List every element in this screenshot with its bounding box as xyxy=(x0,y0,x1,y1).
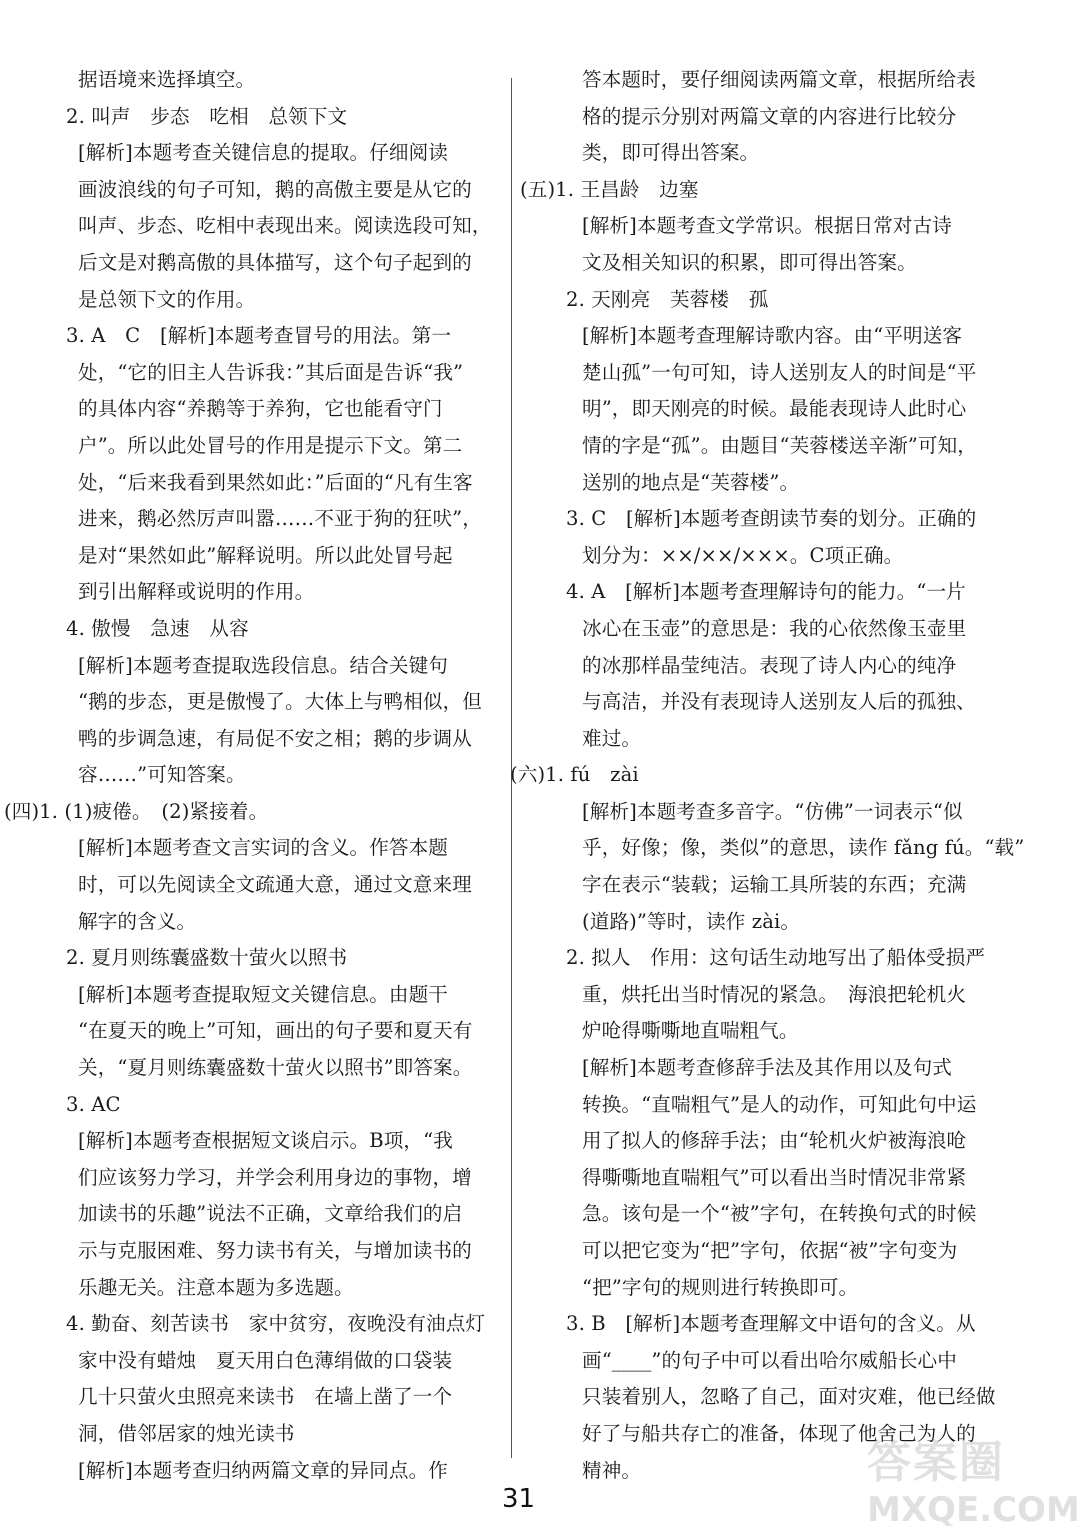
right-column-line: 字在表示“装载；运输工具所装的东西；充满 xyxy=(582,873,967,897)
left-column-line: 容……”可知答案。 xyxy=(78,763,246,787)
left-column-line: 们应该努力学习，并学会利用身边的事物，增 xyxy=(78,1165,472,1189)
left-column-line: [解析]本题考查关键信息的提取。仔细阅读 xyxy=(78,141,448,165)
right-column-line: 精神。 xyxy=(582,1458,642,1482)
page-number: 31 xyxy=(501,1484,536,1514)
left-column-line: 2. 叫声 步态 吃相 总领下文 xyxy=(66,104,348,128)
right-column-line: 急。该句是一个“被”字句，在转换句式的时候 xyxy=(582,1202,977,1226)
left-column-line: 3. AC xyxy=(66,1092,121,1116)
left-column-line: 进来，鹅必然厉声叫嚣……不亚于狗的狂吠”， xyxy=(78,507,482,531)
right-column-line: 楚山孤”一句可知，诗人送别友人的时间是“平 xyxy=(582,360,977,384)
left-column-line: 时，可以先阅读全文疏通大意，通过文意来理 xyxy=(78,873,472,897)
left-column-line: “鹅的步态，更是傲慢了。大体上与鸭相似，但 xyxy=(78,690,482,714)
right-column-line: 转换。“直喘粗气”是人的动作，可知此句中运 xyxy=(582,1092,977,1116)
right-column-line: 2. 拟人 作用：这句话生动地写出了船体受损严 xyxy=(566,946,986,970)
right-column-line: 只装着别人，忽略了自己，面对灾难，他已经做 xyxy=(582,1385,996,1409)
left-column-line: (四)1. (1)疲倦。 (2)紧接着。 xyxy=(4,799,269,823)
right-column-line: “把”字句的规则进行转换即可。 xyxy=(582,1275,859,1299)
left-column-line: 4. 勤奋、刻苦读书 家中贫穷，夜晚没有油点灯 xyxy=(66,1312,486,1336)
left-column-line: [解析]本题考查文言实词的含义。作答本题 xyxy=(78,836,448,860)
right-column-line: 明”，即天刚亮的时候。最能表现诗人此时心 xyxy=(582,397,967,421)
right-column-line: 3. C [解析]本题考查朗读节奏的划分。正确的 xyxy=(566,507,977,531)
left-column-line: 解字的含义。 xyxy=(78,909,197,933)
left-column-line: [解析]本题考查根据短文谈启示。B项，“我 xyxy=(78,1129,453,1153)
left-column-line: 4. 傲慢 急速 从容 xyxy=(66,616,249,640)
right-column-line: 划分为：××/××/×××。C项正确。 xyxy=(582,543,904,567)
left-column-line: 处，“后来我看到果然如此：”后面的“凡有生客 xyxy=(78,470,473,494)
right-column-line: 得嘶嘶地直喘粗气”可以看出当时情况非常紧 xyxy=(582,1165,967,1189)
right-column-line: (道路)”等时，读作 zài。 xyxy=(582,909,801,933)
left-column-line: 几十只萤火虫照亮来读书 在墙上凿了一个 xyxy=(78,1385,453,1409)
right-column-line: 画“____”的句子中可以看出哈尔威船长心中 xyxy=(582,1348,957,1372)
left-column-line: 画波浪线的句子可知，鹅的高傲主要是从它的 xyxy=(78,177,472,201)
right-column-line: 2. 天刚亮 芙蓉楼 孤 xyxy=(566,287,769,311)
left-column-line: 乐趣无关。注意本题为多选题。 xyxy=(78,1275,354,1299)
right-column-line: 的冰那样晶莹纯洁。表现了诗人内心的纯净 xyxy=(582,653,957,677)
right-column-line: 情的字是“孤”。由题目“芙蓉楼送辛渐”可知， xyxy=(582,433,977,457)
right-column-line: 难过。 xyxy=(582,726,642,750)
right-column-line: 与高洁，并没有表现诗人送别友人后的孤独、 xyxy=(582,690,976,714)
right-column-line: (五)1. 王昌龄 边塞 xyxy=(520,177,699,201)
right-column-line: [解析]本题考查理解诗歌内容。由“平明送客 xyxy=(582,324,963,348)
right-column-line: 3. B [解析]本题考查理解文中语句的含义。从 xyxy=(566,1312,976,1336)
right-column-line: 重，烘托出当时情况的紧急。 海浪把轮机火 xyxy=(582,982,967,1006)
watermark-top: 答案圈 xyxy=(867,1437,1005,1488)
left-column-line: 洞，借邻居家的烛光读书 xyxy=(78,1421,295,1445)
right-column-line: 炉呛得嘶嘶地直喘粗气。 xyxy=(582,1019,799,1043)
right-column-line: 格的提示分别对两篇文章的内容进行比较分 xyxy=(582,104,957,128)
left-column-line: [解析]本题考查提取短文关键信息。由题干 xyxy=(78,982,448,1006)
right-column-line: 乎，好像；像，类似”的意思，读作 fǎng fú。“载” xyxy=(582,836,1025,860)
left-column-line: 加读书的乐趣”说法不正确，文章给我们的启 xyxy=(78,1202,463,1226)
left-column-line: [解析]本题考查归纳两篇文章的异同点。作 xyxy=(78,1458,448,1482)
left-column-line: 叫声、步态、吃相中表现出来。阅读选段可知， xyxy=(78,214,492,238)
watermark-logo xyxy=(867,1426,1080,1530)
left-column-line: [解析]本题考查提取选段信息。结合关键句 xyxy=(78,653,448,677)
left-column-line: 的具体内容“养鹅等于养狗，它也能看守门 xyxy=(78,397,443,421)
right-column-line: [解析]本题考查修辞手法及其作用以及句式 xyxy=(582,1056,952,1080)
right-column-line: [解析]本题考查多音字。“仿佛”一词表示“似 xyxy=(582,799,963,823)
left-column-line: 关，“夏月则练囊盛数十萤火以照书”即答案。 xyxy=(78,1056,473,1080)
left-column-line: 后文是对鹅高傲的具体描写，这个句子起到的 xyxy=(78,250,472,274)
right-column-line: (六)1. fú zài xyxy=(510,763,639,787)
left-column-line: “在夏天的晚上”可知，画出的句子要和夏天有 xyxy=(78,1019,473,1043)
left-column-line: 3. A C [解析]本题考查冒号的用法。第一 xyxy=(66,324,452,348)
left-column-line: 是对“果然如此”解释说明。所以此处冒号起 xyxy=(78,543,453,567)
left-column-line: 鸭的步调急速，有局促不安之相；鹅的步调从 xyxy=(78,726,472,750)
right-column-line: 冰心在玉壶”的意思是：我的心依然像玉壶里 xyxy=(582,616,967,640)
left-column-line: 户”。所以此处冒号的作用是提示下文。第二 xyxy=(78,433,463,457)
right-column-line: 可以把它变为“把”字句，依据“被”字句变为 xyxy=(582,1239,958,1262)
left-column xyxy=(4,62,500,1489)
left-column-line: 家中没有蜡烛 夏天用白色薄绢做的口袋装 xyxy=(78,1348,453,1372)
left-column-line: 是总领下文的作用。 xyxy=(78,287,256,311)
right-column-line: 好了与船共存亡的准备，体现了他舍己为人的 xyxy=(582,1421,976,1445)
left-column-line: 到引出解释或说明的作用。 xyxy=(78,580,315,604)
left-column-line: 示与克服困难、努力读书有关，与增加读书的 xyxy=(78,1239,472,1262)
right-column-line: 4. A [解析]本题考查理解诗句的能力。“一片 xyxy=(566,580,966,604)
right-column-line: 文及相关知识的积累，即可得出答案。 xyxy=(582,250,917,274)
right-column-line: 类，即可得出答案。 xyxy=(582,141,760,165)
right-column xyxy=(510,62,1025,1489)
left-column-line: 据语境来选择填空。 xyxy=(78,68,256,91)
left-column-line: 2. 夏月则练囊盛数十萤火以照书 xyxy=(66,946,348,970)
right-column-line: 用了拟人的修辞手法；由“轮机火炉被海浪呛 xyxy=(582,1129,967,1153)
right-column-line: 答本题时，要仔细阅读两篇文章，根据所给表 xyxy=(582,68,976,91)
left-column-line: 处，“它的旧主人告诉我：”其后面是告诉“我” xyxy=(78,360,464,384)
right-column-line: 送别的地点是“芙蓉楼”。 xyxy=(582,470,800,494)
watermark-bottom: MXQE.COM xyxy=(867,1490,1080,1530)
right-column-line: [解析]本题考查文学常识。根据日常对古诗 xyxy=(582,214,952,238)
